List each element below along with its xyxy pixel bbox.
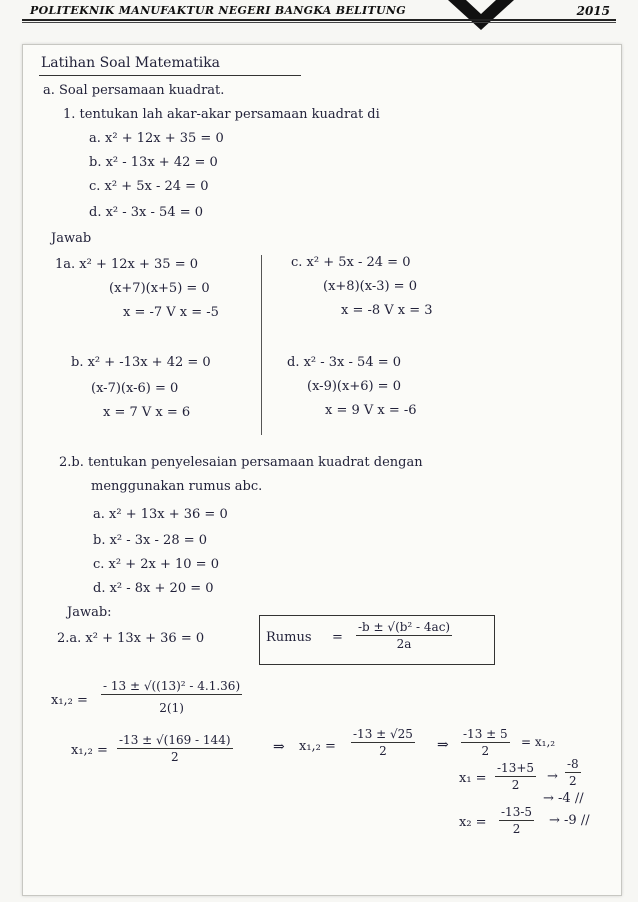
- page-title: Latihan Soal Matematika: [41, 55, 221, 71]
- question-2a-equation: 2.a. x² + 13x + 36 = 0: [57, 631, 205, 646]
- question-1-item: d. x² - 3x - 54 = 0: [89, 205, 204, 220]
- question-1-item: c. x² + 5x - 24 = 0: [89, 179, 209, 194]
- roots-label: x₁,₂ =: [299, 739, 336, 754]
- question-2-item: c. x² + 2x + 10 = 0: [93, 557, 219, 572]
- answer-c-line: (x+8)(x-3) = 0: [323, 279, 417, 294]
- step-3-fraction: [351, 727, 415, 758]
- step-4-fraction: [461, 727, 510, 758]
- step-1-numerator: - 13 ± √((13)² - 4.1.36): [103, 679, 241, 693]
- answer-d-line: d. x² - 3x - 54 = 0: [287, 355, 402, 370]
- step-3-denominator: 2: [379, 744, 387, 758]
- page-header: [22, 4, 618, 20]
- step-2-denominator: 2: [170, 750, 179, 764]
- implies-arrow-icon: ⇒: [437, 737, 449, 753]
- answer-d-line: (x-9)(x+6) = 0: [307, 379, 401, 394]
- step-4-numerator: -13 ± 5: [463, 727, 508, 741]
- answer-heading-2: Jawab:: [67, 605, 112, 620]
- formula-equals: =: [332, 630, 343, 645]
- question-2-item: a. x² + 13x + 36 = 0: [93, 507, 228, 522]
- header-rule: [22, 19, 616, 21]
- formula-box: [259, 615, 495, 665]
- question-2-intro: 2.b. tentukan penyelesaian persamaan kuadrat dengan: [59, 455, 423, 470]
- root-1-result-denominator: 2: [569, 774, 577, 788]
- implies-arrow-icon: ⇒: [273, 739, 285, 755]
- arrow-icon: →: [547, 769, 558, 784]
- step-2-fraction: [117, 733, 233, 764]
- root-2-fraction: [499, 805, 534, 836]
- answer-c-line: x = -8 V x = 3: [341, 303, 433, 318]
- question-2-item: b. x² - 3x - 28 = 0: [93, 533, 208, 548]
- root-1-denominator: 2: [511, 778, 520, 792]
- root-1-final: → -4 //: [543, 791, 584, 806]
- answer-a-line: x = -7 V x = -5: [123, 305, 219, 320]
- roots-label: x₁,₂ =: [51, 693, 88, 708]
- section-heading: a. Soal persamaan kuadrat.: [43, 83, 225, 98]
- roots-label: x₁,₂ =: [71, 743, 108, 758]
- answer-b-line: (x-7)(x-6) = 0: [91, 381, 179, 396]
- quadratic-formula: [356, 620, 452, 651]
- question-2-item: d. x² - 8x + 20 = 0: [93, 581, 214, 596]
- answer-b-line: b. x² + -13x + 42 = 0: [71, 355, 211, 370]
- root-1-numerator: -13+5: [497, 761, 535, 775]
- root-2-numerator: -13-5: [501, 805, 533, 819]
- step-3-numerator: -13 ± √25: [353, 727, 413, 741]
- step-1-denominator: 2(1): [159, 701, 184, 715]
- formula-denominator: 2a: [396, 637, 412, 651]
- root-2-label: x₂ =: [459, 815, 487, 830]
- column-divider: [261, 255, 262, 435]
- root-1-result-fraction: [565, 757, 581, 788]
- title-underline: [39, 75, 301, 76]
- institution-logo-icon: [446, 0, 516, 30]
- answer-d-line: x = 9 V x = -6: [325, 403, 417, 418]
- root-2-denominator: 2: [512, 822, 521, 836]
- root-1-result-numerator: -8: [567, 757, 579, 771]
- answer-a-line: (x+7)(x+5) = 0: [109, 281, 210, 296]
- institution-name: POLITEKNIK MANUFAKTUR NEGERI BANGKA BELITUNG: [30, 4, 406, 17]
- root-1-fraction: [495, 761, 536, 792]
- header-year: 2015: [576, 4, 610, 18]
- step-1-fraction: [101, 679, 242, 715]
- header-rule-thin: [22, 22, 616, 23]
- worksheet: [22, 44, 622, 896]
- step-4-denominator: 2: [481, 744, 490, 758]
- root-1-label: x₁ =: [459, 771, 487, 786]
- question-1-item: b. x² - 13x + 42 = 0: [89, 155, 218, 170]
- question-1-intro: 1. tentukan lah akar-akar persamaan kuadrat di: [63, 107, 380, 122]
- formula-numerator: -b ± √(b² - 4ac): [358, 620, 451, 634]
- answer-c-line: c. x² + 5x - 24 = 0: [291, 255, 411, 270]
- step-2-numerator: -13 ± √(169 - 144): [119, 733, 231, 747]
- question-2-intro: menggunakan rumus abc.: [91, 479, 263, 494]
- answer-heading: Jawab: [51, 231, 92, 246]
- answer-b-line: x = 7 V x = 6: [103, 405, 191, 420]
- step-4-tail: = x₁,₂: [521, 735, 556, 749]
- answer-a-line: 1a. x² + 12x + 35 = 0: [55, 257, 198, 272]
- formula-label: Rumus: [266, 630, 312, 645]
- question-1-item: a. x² + 12x + 35 = 0: [89, 131, 224, 146]
- root-2-final: → -9 //: [549, 813, 590, 828]
